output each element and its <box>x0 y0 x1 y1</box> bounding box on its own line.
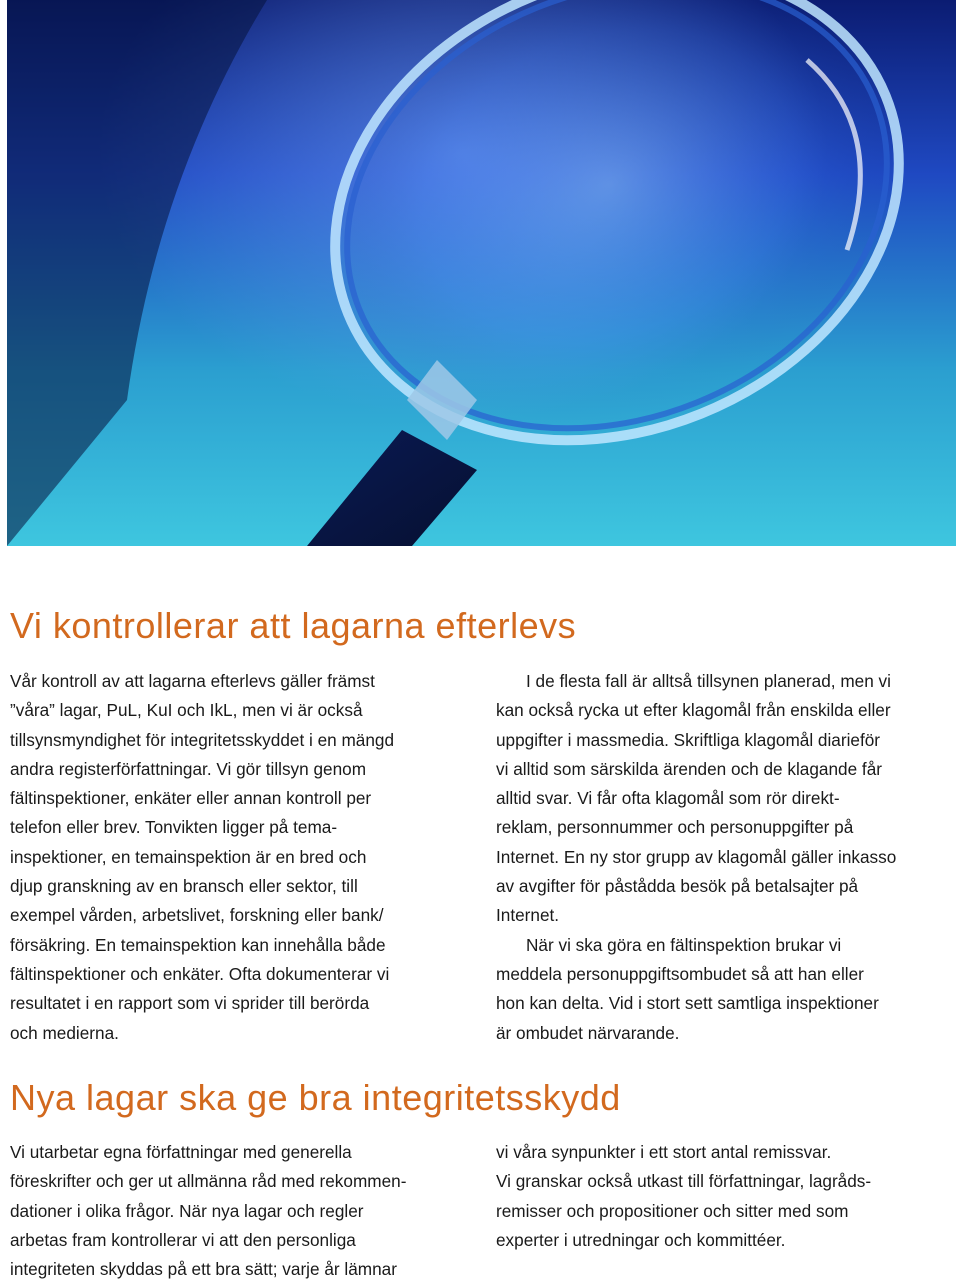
text-line: fältinspektioner, enkäter eller annan kontroll per <box>10 788 372 809</box>
text-line: tillsynsmyndighet för integritetsskyddet i en mängd <box>10 729 395 750</box>
text-line: I de flesta fall är alltså tillsynen planerad, men vi <box>526 671 891 691</box>
text-line: alltid svar. Vi får ofta klagomål som rör direkt- <box>496 788 840 809</box>
text-line: djup granskning av en bransch eller sektor, till <box>10 876 358 897</box>
section2-right-column <box>496 1138 958 1255</box>
text-line: Internet. <box>496 905 560 926</box>
text-line: meddela personuppgiftsombudet så att han eller <box>496 963 864 984</box>
text-line: telefon eller brev. Tonvikten ligger på tema- <box>10 817 338 838</box>
text-line: Vi granskar också utkast till författningar, lagråds- <box>496 1171 872 1192</box>
section1-left-column <box>10 667 472 1048</box>
text-line: Internet. En ny stor grupp av klagomål gäller inkasso <box>496 846 897 867</box>
section1-right-column <box>496 667 958 1048</box>
text-line: är ombudet närvarande. <box>496 1022 680 1043</box>
text-line: resultatet i en rapport som vi sprider till berörda <box>10 993 370 1014</box>
text-line: Vi utarbetar egna författningar med generella <box>10 1142 352 1162</box>
text-line: försäkring. En temainspektion kan innehålla både <box>10 934 386 955</box>
text-line: och medierna. <box>10 1022 119 1043</box>
text-line: inspektioner, en temainspektion är en bred och <box>10 846 367 867</box>
section2-left-column <box>10 1138 472 1284</box>
magnifying-glass-icon <box>7 0 956 546</box>
text-line: av avgifter för påstådda besök på betalsajter på <box>496 876 859 897</box>
text-line: experter i utredningar och kommittéer. <box>496 1229 786 1250</box>
text-line: Vår kontroll av att lagarna efterlevs gäller främst <box>10 671 375 691</box>
text-line: reklam, personnummer och personuppgifter på <box>496 817 854 838</box>
text-line: exempel vården, arbetslivet, forskning eller bank/ <box>10 905 384 926</box>
text-line: vi alltid som särskilda ärenden och de klagande får <box>496 758 882 779</box>
text-line: När vi ska göra en fältinspektion brukar vi <box>526 934 842 955</box>
text-line: arbetas fram kontrollerar vi att den personliga <box>10 1229 356 1250</box>
text-line: integriteten skyddas på ett bra sätt; varje år lämnar <box>10 1259 397 1280</box>
text-line: vi våra synpunkter i ett stort antal remissvar. <box>496 1142 832 1162</box>
text-line: ”våra” lagar, PuL, KuI och IkL, men vi är också <box>10 700 363 721</box>
section-heading-nya-lagar: Nya lagar ska ge bra integritetsskydd <box>10 1077 621 1118</box>
text-line: uppgifter i massmedia. Skriftliga klagomål diarieför <box>496 729 881 750</box>
text-line: fältinspektioner och enkäter. Ofta dokumenterar vi <box>10 963 390 984</box>
text-line: kan också rycka ut efter klagomål från enskilda eller <box>496 700 891 721</box>
text-line: hon kan delta. Vid i stort sett samtliga inspektioner <box>496 993 879 1014</box>
text-line: andra registerförfattningar. Vi gör tillsyn genom <box>10 758 367 779</box>
section-heading-kontroll: Vi kontrollerar att lagarna efterlevs <box>10 605 577 646</box>
text-line: föreskrifter och ger ut allmänna råd med rekommen- <box>10 1171 407 1192</box>
text-line: dationer i olika frågor. När nya lagar och regler <box>10 1200 364 1221</box>
magnifying-glass-photo <box>7 0 956 546</box>
text-line: remisser och propositioner och sitter med som <box>496 1200 849 1221</box>
